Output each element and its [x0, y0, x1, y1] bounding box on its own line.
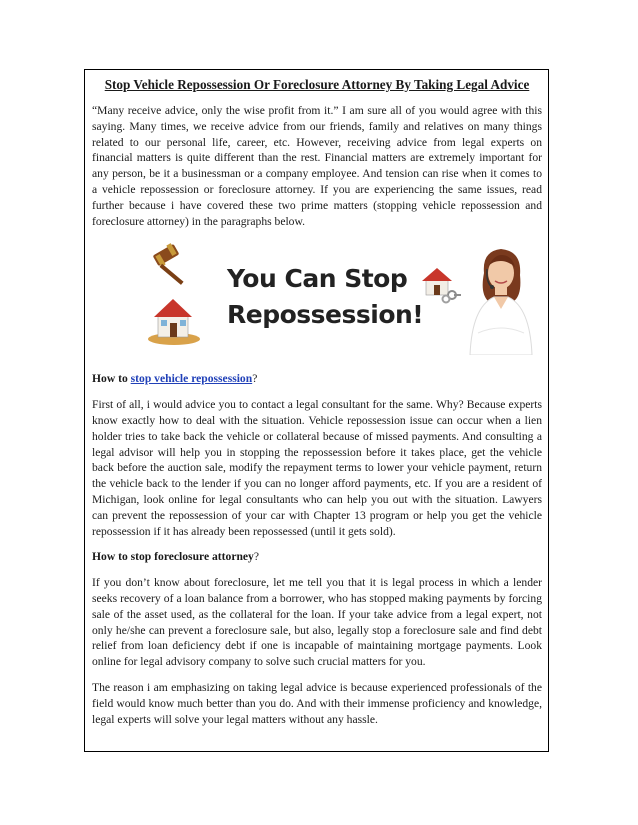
foreclosure-paragraph: If you don’t know about foreclosure, let me tell you that it is legal process in which a lender seeks recovery of a loan balance from a borrower, who has stopped making payments by forcing sale of the asset used, as the collateral for the loan. If your take advice from a legal expert, not only he/she can prevent a foreclosure sale, but also, legally stop a foreclosure sale and find debt relief from loan deficiency debt if one is incapable of maintaining mortgage payments. Look online for legal advisory company to solve such crucial matters for you.: [92, 576, 542, 669]
vehicle-repossession-paragraph: First of all, i would advice you to contact a legal consultant for the same. Why? Because experts know exactly how to deal with the situation. Vehicle repossession issue can occur when a lien holder tries to take back the vehicle or collateral because of missed payments. And consulting a legal advisor will help you in stopping the repossession before it takes place, get the vehicle back before the auction sale, modify the repayment terms to lower your vehicle payment, return the vehicle back to the lender if you can no longer afford payments, etc. If you are a resident of Michigan, look online for legal consultants who can help you out with the situation. Lawyers can prevent the repossession of your car with Chapter 13 program or help you get the vehicle repossession if it has already been repossessed (until it gets sold).: [92, 398, 542, 538]
house-key-icon: [418, 265, 462, 305]
heading-suffix: ?: [252, 372, 258, 386]
banner-line-2: Repossession!: [227, 300, 424, 330]
heading-suffix: ?: [253, 550, 260, 564]
intro-paragraph: “Many receive advice, only the wise profit from it.” I am sure all of you would agree with this saying. Many times, we receive advice from our friends, family and relatives on many things related to our personal life, career, etc. However, receiving advice from legal experts on financial matters is quite different than the rest. Financial matters are extremely important for any person, be it a businessman or a company employee. And tension can rise when it comes to a vehicle repossession or foreclosure attorney. If you are experiencing the same issues, read further because i have covered these two prime matters (stopping vehicle repossession and foreclosure attorney) in the paragraphs below.: [92, 104, 542, 228]
banner-line-1: You Can Stop: [227, 264, 408, 294]
house-icon: [146, 293, 202, 345]
support-agent-avatar: [464, 243, 538, 355]
closing-paragraph: The reason i am emphasizing on taking legal advice is because experienced professionals of the field would know much better than you do. And with their immense proficiency and knowledge, legal experts will solve your legal matters without any hassle.: [92, 680, 542, 726]
heading-prefix: How to: [92, 372, 131, 386]
gavel-icon: [150, 243, 198, 289]
article-frame: [84, 69, 549, 752]
heading-text: How to stop foreclosure attorney: [92, 550, 254, 564]
stop-vehicle-repossession-link[interactable]: stop vehicle repossession: [130, 372, 253, 386]
section-heading-foreclosure-attorney: [92, 549, 542, 565]
section-heading-vehicle-repossession: [92, 371, 542, 387]
banner-image: [92, 243, 542, 355]
article-title: Stop Vehicle Repossession Or Foreclosure Attorney By Taking Legal Advice: [104, 77, 530, 92]
